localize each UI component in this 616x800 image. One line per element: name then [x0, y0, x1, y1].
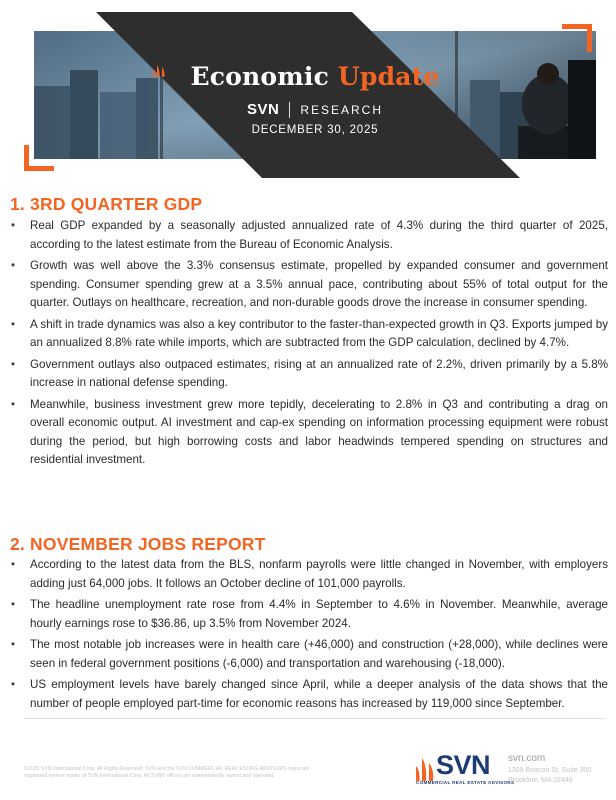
footer-divider — [24, 718, 606, 719]
list-item: • The headline unemployment rate rose from 4.4% in September to 4.6% in November. Meanwhile, average hourly earnings rose to $36.86, up 3.5% from November 2024. — [10, 596, 608, 633]
gdp-bullet-list — [10, 217, 608, 473]
list-item: • Meanwhile, business investment grew more tepidly, decelerating to 2.8% in Q3 and contributing a drag on overall economic output. AI investment and cap-ex spending on information processing equipment were robust during the period, but high borrowing costs and labor headwinds tempered spending on structures and residential investment. — [10, 396, 608, 470]
svn-flame-icon — [414, 754, 436, 782]
title-part-update: Update — [337, 62, 440, 91]
footer-contact — [508, 754, 591, 786]
brand-row — [150, 101, 480, 118]
list-item: • Real GDP expanded by a seasonally adjusted annualized rate of 4.3% during the third quarter of 2025, according to the latest estimate from the Bureau of Economic Analysis. — [10, 217, 608, 254]
report-title — [150, 62, 480, 91]
title-part-economic: Economic — [190, 62, 330, 91]
brand-divider — [289, 102, 290, 118]
list-item: • US employment levels have barely changed since April, while a deeper analysis of the data shows that the number of people employed part-time for economic reasons has increased by 119,000 since September. — [10, 676, 608, 713]
website-link[interactable]: svn.com — [508, 753, 546, 764]
footer-logo-word: SVN — [436, 750, 491, 780]
banner-text — [150, 62, 480, 136]
report-date: DECEMBER 30, 2025 — [251, 124, 379, 136]
section-heading-jobs: 2. NOVEMBER JOBS REPORT — [10, 534, 266, 554]
list-item: • According to the latest data from the BLS, nonfarm payrolls were little changed in November, with employers adding just 64,000 jobs. It follows an October decline of 101,000 payrolls. — [10, 556, 608, 593]
brand-name: SVN — [246, 101, 280, 118]
list-item: • The most notable job increases were in health care (+46,000) and construction (+28,000), while declines were seen in federal government positions (-6,000) and transportation and warehousing (-18,000). — [10, 636, 608, 673]
section-heading-gdp: 1. 3RD QUARTER GDP — [10, 194, 203, 214]
list-item: • Growth was well above the 3.3% consensus estimate, propelled by expanded consumer and government spending. Consumer spending grew at a 3.5% annual pace, contributing about 55% of total output for the quarter. Outlays on healthcare, recreation, and non-durable goods drove the increase in consumer spending. — [10, 257, 608, 313]
header-banner — [0, 0, 616, 190]
address-line-1: 1309 Beacon St, Suite 300 — [508, 767, 592, 774]
footer-logo-tagline: COMMERCIAL REAL ESTATE ADVISORS — [416, 780, 515, 785]
address-line-2: Brookline, MA 02446 — [508, 777, 573, 784]
jobs-bullet-list — [10, 556, 608, 716]
svn-flame-icon — [150, 62, 168, 78]
list-item: • Government outlays also outpaced estimates, rising at an annualized rate of 2.2%, driven primarily by a 5.8% increase in national defense spending. — [10, 356, 608, 393]
footer-legal: ©2025 SVN International Corp. All Rights Reserved. SVN and the SVN COMMERCIAL REAL ESTATE ADVISORS logos are registered service marks of SVN International Corp. All SVN® offices are independently owned and operated. — [24, 766, 310, 779]
list-item: • A shift in trade dynamics was also a key contributor to the faster-than-expected growth in Q3. Exports jumped by an annualized 8.8% rate while imports, which are subtracted from the GDP calculation, declined by 4.7%. — [10, 316, 608, 353]
brand-sub: RESEARCH — [300, 102, 384, 117]
footer-logo — [414, 750, 515, 786]
